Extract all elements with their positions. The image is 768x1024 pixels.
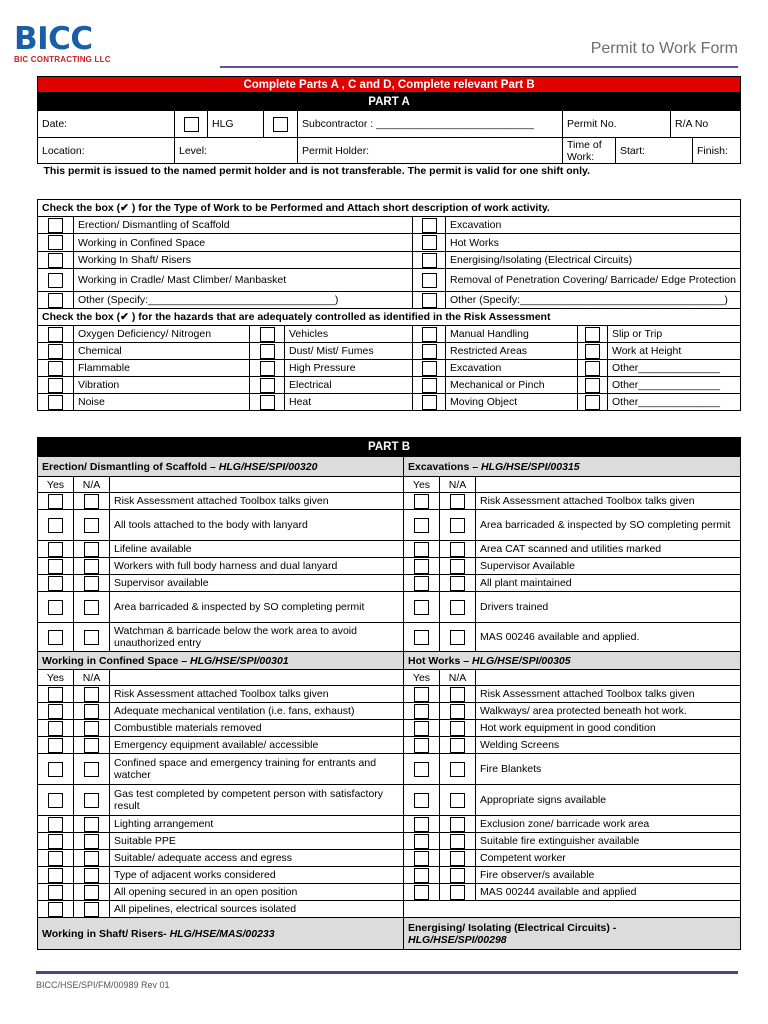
na-checkbox[interactable] <box>450 868 465 883</box>
work-type-label: Working in Confined Space <box>74 234 413 252</box>
na-checkbox[interactable] <box>450 494 465 509</box>
na-checkbox[interactable] <box>450 559 465 574</box>
hazard-label: Flammable <box>74 360 250 377</box>
shaft-title: Working in Shaft/ Risers- <box>42 927 170 940</box>
subcontractor-field[interactable]: Subcontractor : ___________________________ <box>298 111 563 138</box>
checklist-row <box>38 623 741 652</box>
hazard-checkbox[interactable] <box>260 361 275 376</box>
checklist-item: Suitable fire extinguisher available <box>476 833 741 850</box>
yes-checkbox[interactable] <box>48 851 63 866</box>
checklist-item: Watchman & barricade below the work area to avoid unauthorized entry <box>110 623 404 652</box>
yes-checkbox[interactable] <box>48 817 63 832</box>
work-type-checkbox[interactable] <box>422 273 437 288</box>
subcontractor-checkbox[interactable] <box>273 117 288 132</box>
hazard-checkbox[interactable] <box>48 344 63 359</box>
na-checkbox[interactable] <box>450 738 465 753</box>
checklist-row <box>38 867 741 884</box>
na-checkbox[interactable] <box>450 851 465 866</box>
yes-checkbox[interactable] <box>414 868 429 883</box>
hazard-label: Electrical <box>285 377 413 394</box>
hazard-label: Manual Handling <box>446 326 578 343</box>
work-type-block <box>37 199 740 411</box>
na-checkbox[interactable] <box>84 851 99 866</box>
hazard-label: Mechanical or Pinch <box>446 377 578 394</box>
na-checkbox[interactable] <box>84 494 99 509</box>
work-type-row <box>38 217 741 234</box>
checklist-item: Walkways/ area protected beneath hot work. <box>476 703 741 720</box>
yes-checkbox[interactable] <box>48 687 63 702</box>
level-field[interactable]: Level: <box>175 138 298 164</box>
work-type-row <box>38 292 741 309</box>
work-type-checkbox[interactable] <box>422 218 437 233</box>
energising-code: HLG/HSE/SPI/00298 <box>408 933 507 946</box>
work-type-label: Hot Works <box>446 234 741 252</box>
hazard-row <box>38 326 741 343</box>
yes-checkbox[interactable] <box>48 518 63 533</box>
empty-cell <box>404 901 741 918</box>
work-type-checkbox[interactable] <box>422 293 437 308</box>
checklist-item: Fire Blankets <box>476 754 741 785</box>
yes-checkbox[interactable] <box>48 630 63 645</box>
hazard-label: Oxygen Deficiency/ Nitrogen <box>74 326 250 343</box>
na-checkbox[interactable] <box>84 559 99 574</box>
checklist-item: Competent worker <box>476 850 741 867</box>
hazard-row <box>38 394 741 411</box>
checklist-item: All pipelines, electrical sources isolated <box>110 901 404 918</box>
na-checkbox[interactable] <box>84 817 99 832</box>
time-of-work-label: Time of Work: <box>563 138 616 164</box>
yes-header: Yes <box>404 670 440 686</box>
hazard-label: High Pressure <box>285 360 413 377</box>
checklist-row <box>38 816 741 833</box>
checklist-item: Suitable/ adequate access and egress <box>110 850 404 867</box>
company-logo <box>14 21 111 64</box>
checklist-row <box>38 785 741 816</box>
checklist-item: All plant maintained <box>476 575 741 592</box>
checklist-item: MAS 00246 available and applied. <box>476 623 741 652</box>
hazard-checkbox[interactable] <box>260 344 275 359</box>
na-checkbox[interactable] <box>450 518 465 533</box>
hazard-checkbox[interactable] <box>422 361 437 376</box>
work-type-label: Removal of Penetration Covering/ Barricade/ Edge Protection <box>446 269 741 292</box>
hazard-label: Excavation <box>446 360 578 377</box>
checklist-item: Welding Screens <box>476 737 741 754</box>
form-title: Permit to Work Form <box>590 40 738 57</box>
yes-checkbox[interactable] <box>48 494 63 509</box>
yes-checkbox[interactable] <box>48 762 63 777</box>
hazard-checkbox[interactable] <box>422 378 437 393</box>
hazard-label: Noise <box>74 394 250 411</box>
checklist-item: Supervisor Available <box>476 558 741 575</box>
hazard-checkbox[interactable] <box>260 395 275 410</box>
work-type-checkbox[interactable] <box>48 218 63 233</box>
hazard-checkbox[interactable] <box>422 327 437 342</box>
checklist-row <box>38 737 741 754</box>
hazard-label: Moving Object <box>446 394 578 411</box>
excavation-title: Excavations – <box>408 460 481 473</box>
na-checkbox[interactable] <box>84 518 99 533</box>
hazard-checkbox[interactable] <box>48 395 63 410</box>
work-type-label: Erection/ Dismantling of Scaffold <box>74 217 413 234</box>
work-type-label: Other (Specify:________________________________) <box>74 292 413 309</box>
na-header: N/A <box>440 477 476 493</box>
yes-checkbox[interactable] <box>414 518 429 533</box>
logo-subtitle: BIC CONTRACTING LLC <box>14 55 111 64</box>
na-checkbox[interactable] <box>84 576 99 591</box>
yes-checkbox[interactable] <box>48 704 63 719</box>
yes-checkbox[interactable] <box>414 494 429 509</box>
yes-checkbox[interactable] <box>414 793 429 808</box>
work-type-checkbox[interactable] <box>422 253 437 268</box>
checklist-item: All opening secured in an open position <box>110 884 404 901</box>
part-a-block <box>37 76 740 179</box>
checklist-row <box>38 754 741 785</box>
logo-text: BICC <box>14 21 93 57</box>
work-type-header: Check the box (✔ ) for the Type of Work to be Performed and Attach short description of work activity. <box>38 200 741 217</box>
yes-checkbox[interactable] <box>414 630 429 645</box>
yes-checkbox[interactable] <box>48 721 63 736</box>
hlg-label: HLG <box>208 111 264 138</box>
energising-title: Energising/ Isolating (Electrical Circuits) - <box>408 921 617 934</box>
hazard-checkbox[interactable] <box>48 378 63 393</box>
na-checkbox[interactable] <box>450 762 465 777</box>
na-checkbox[interactable] <box>84 630 99 645</box>
checklist-item: All tools attached to the body with lanyard <box>110 510 404 541</box>
yes-checkbox[interactable] <box>48 793 63 808</box>
hot-section-title <box>404 652 741 670</box>
hazard-label: Heat <box>285 394 413 411</box>
work-type-row <box>38 269 741 292</box>
yes-checkbox[interactable] <box>414 600 429 615</box>
checklist-row <box>38 850 741 867</box>
work-type-label: Working In Shaft/ Risers <box>74 252 413 269</box>
checklist-item: MAS 00244 available and applied <box>476 884 741 901</box>
na-checkbox[interactable] <box>450 885 465 900</box>
na-checkbox[interactable] <box>84 542 99 557</box>
checklist-row <box>38 510 741 541</box>
yes-checkbox[interactable] <box>48 902 63 917</box>
na-checkbox[interactable] <box>84 687 99 702</box>
checklist-item: Type of adjacent works considered <box>110 867 404 884</box>
yes-checkbox[interactable] <box>48 576 63 591</box>
yes-checkbox[interactable] <box>414 576 429 591</box>
checklist-item: Lifeline available <box>110 541 404 558</box>
yes-checkbox[interactable] <box>414 851 429 866</box>
na-checkbox[interactable] <box>84 704 99 719</box>
hazard-checkbox[interactable] <box>585 344 600 359</box>
start-field[interactable]: Start: <box>616 138 693 164</box>
checklist-row <box>38 541 741 558</box>
na-checkbox[interactable] <box>450 817 465 832</box>
excavation-code: HLG/HSE/SPI/00315 <box>480 460 580 473</box>
instructions-banner: Complete Parts A , C and D, Complete relevant Part B <box>38 77 741 93</box>
finish-field[interactable]: Finish: <box>693 138 741 164</box>
checklist-row <box>38 833 741 850</box>
yes-checkbox[interactable] <box>414 738 429 753</box>
excavation-section-title <box>404 457 741 477</box>
confined-title: Working in Confined Space – <box>42 654 190 667</box>
checklist-item: Risk Assessment attached Toolbox talks given <box>476 686 741 703</box>
checklist-row <box>38 703 741 720</box>
yes-checkbox[interactable] <box>414 542 429 557</box>
hazard-label: Dust/ Mist/ Fumes <box>285 343 413 360</box>
na-checkbox[interactable] <box>450 630 465 645</box>
checklist-item: Confined space and emergency training for entrants and watcher <box>110 754 404 785</box>
hazard-checkbox[interactable] <box>585 378 600 393</box>
checklist-row <box>38 575 741 592</box>
hot-code: HLG/HSE/SPI/00305 <box>471 654 571 667</box>
location-field[interactable]: Location: <box>38 138 175 164</box>
hot-title: Hot Works – <box>408 654 472 667</box>
hazard-checkbox[interactable] <box>585 361 600 376</box>
na-checkbox[interactable] <box>84 834 99 849</box>
checklist-item: Drivers trained <box>476 592 741 623</box>
hazard-label: Other______________ <box>608 394 741 411</box>
checklist-item: Combustible materials removed <box>110 720 404 737</box>
hlg-checkbox[interactable] <box>184 117 199 132</box>
checklist-item: Hot work equipment in good condition <box>476 720 741 737</box>
yes-checkbox[interactable] <box>414 834 429 849</box>
checklist-item: Risk Assessment attached Toolbox talks given <box>110 686 404 703</box>
work-type-checkbox[interactable] <box>48 235 63 250</box>
scaffold-title: Erection/ Dismantling of Scaffold – <box>42 460 219 473</box>
hazard-label: Restricted Areas <box>446 343 578 360</box>
work-type-label: Other (Specify:___________________________________) <box>446 292 741 309</box>
confined-section-title <box>38 652 404 670</box>
checklist-item: Suitable PPE <box>110 833 404 850</box>
permit-no-field[interactable]: Permit No. <box>563 111 671 138</box>
shaft-code: HLG/HSE/MAS/00233 <box>169 927 275 940</box>
na-checkbox[interactable] <box>84 885 99 900</box>
na-checkbox[interactable] <box>84 793 99 808</box>
yes-checkbox[interactable] <box>414 885 429 900</box>
work-type-label: Energising/Isolating (Electrical Circuits) <box>446 252 741 269</box>
checklist-item: Exclusion zone/ barricade work area <box>476 816 741 833</box>
hazard-row <box>38 343 741 360</box>
na-checkbox[interactable] <box>450 793 465 808</box>
work-type-checkbox[interactable] <box>48 293 63 308</box>
work-type-label: Excavation <box>446 217 741 234</box>
ra-no-field[interactable]: R/A No <box>671 111 741 138</box>
part-a-title: PART A <box>38 93 741 111</box>
yes-checkbox[interactable] <box>48 834 63 849</box>
work-type-checkbox[interactable] <box>422 235 437 250</box>
work-type-row <box>38 252 741 269</box>
work-type-label: Working in Cradle/ Mast Climber/ Manbasket <box>74 269 413 292</box>
hazard-label: Chemical <box>74 343 250 360</box>
checklist-item: Lighting arrangement <box>110 816 404 833</box>
hazard-label: Slip or Trip <box>608 326 741 343</box>
checklist-item: Gas test completed by competent person with satisfactory result <box>110 785 404 816</box>
yes-checkbox[interactable] <box>48 542 63 557</box>
checklist-row <box>38 884 741 901</box>
na-checkbox[interactable] <box>450 834 465 849</box>
confined-code: HLG/HSE/SPI/00301 <box>190 654 289 667</box>
checklist-item: Risk Assessment attached Toolbox talks given <box>110 493 404 510</box>
checklist-row <box>38 493 741 510</box>
yes-checkbox[interactable] <box>414 817 429 832</box>
footer-divider <box>36 971 738 974</box>
hazard-label: Work at Height <box>608 343 741 360</box>
permit-holder-field[interactable]: Permit Holder: <box>298 138 563 164</box>
header-divider <box>220 66 738 68</box>
na-checkbox[interactable] <box>450 600 465 615</box>
hazard-checkbox[interactable] <box>585 395 600 410</box>
yes-header: Yes <box>38 477 74 493</box>
checklist-item: Area barricaded & inspected by SO completing permit <box>476 510 741 541</box>
work-type-checkbox[interactable] <box>48 273 63 288</box>
work-type-checkbox[interactable] <box>48 253 63 268</box>
yes-checkbox[interactable] <box>414 721 429 736</box>
na-checkbox[interactable] <box>450 704 465 719</box>
hazards-header: Check the box (✔ ) for the hazards that are adequately controlled as identified in the Risk Assessment <box>38 309 741 326</box>
part-b-block <box>37 437 740 950</box>
permit-notice: This permit is issued to the named permit holder and is not transferable. The permit is valid for one shift only. <box>43 165 590 178</box>
na-checkbox[interactable] <box>84 738 99 753</box>
checklist-item: Adequate mechanical ventilation (i.e. fans, exhaust) <box>110 703 404 720</box>
yes-checkbox[interactable] <box>414 687 429 702</box>
hazard-checkbox[interactable] <box>260 378 275 393</box>
yes-checkbox[interactable] <box>48 868 63 883</box>
work-type-row <box>38 234 741 252</box>
scaffold-section-title <box>38 457 404 477</box>
yes-checkbox[interactable] <box>414 762 429 777</box>
checklist-item: Fire observer/s available <box>476 867 741 884</box>
hazard-checkbox[interactable] <box>422 395 437 410</box>
date-field[interactable]: Date: <box>38 111 175 138</box>
na-checkbox[interactable] <box>450 721 465 736</box>
yes-checkbox[interactable] <box>48 600 63 615</box>
checklist-item: Emergency equipment available/ accessible <box>110 737 404 754</box>
document-code: BICC/HSE/SPI/FM/00989 Rev 01 <box>36 980 170 990</box>
checklist-item: Area CAT scanned and utilities marked <box>476 541 741 558</box>
checklist-item: Workers with full body harness and dual lanyard <box>110 558 404 575</box>
hazard-checkbox[interactable] <box>422 344 437 359</box>
hazard-checkbox[interactable] <box>48 361 63 376</box>
checklist-row <box>38 901 741 918</box>
hazard-label: Other______________ <box>608 360 741 377</box>
part-b-title: PART B <box>38 438 741 457</box>
na-header: N/A <box>74 670 110 686</box>
hazard-checkbox[interactable] <box>48 327 63 342</box>
yes-checkbox[interactable] <box>414 704 429 719</box>
hazard-row <box>38 377 741 394</box>
na-checkbox[interactable] <box>84 868 99 883</box>
checklist-item: Risk Assessment attached Toolbox talks given <box>476 493 741 510</box>
yes-checkbox[interactable] <box>48 559 63 574</box>
hazard-label: Other______________ <box>608 377 741 394</box>
na-checkbox[interactable] <box>450 576 465 591</box>
energising-section-title <box>404 918 741 950</box>
shaft-section-title <box>38 918 404 950</box>
hazard-row <box>38 360 741 377</box>
yes-header: Yes <box>38 670 74 686</box>
na-checkbox[interactable] <box>450 542 465 557</box>
na-checkbox[interactable] <box>84 762 99 777</box>
hazard-label: Vibration <box>74 377 250 394</box>
checklist-row <box>38 686 741 703</box>
hazard-checkbox[interactable] <box>260 327 275 342</box>
na-checkbox[interactable] <box>84 721 99 736</box>
hazard-checkbox[interactable] <box>585 327 600 342</box>
yes-checkbox[interactable] <box>414 559 429 574</box>
na-header: N/A <box>74 477 110 493</box>
yes-checkbox[interactable] <box>48 738 63 753</box>
checklist-row <box>38 592 741 623</box>
hazard-label: Vehicles <box>285 326 413 343</box>
checklist-item: Supervisor available <box>110 575 404 592</box>
checklist-row <box>38 558 741 575</box>
checklist-item: Appropriate signs available <box>476 785 741 816</box>
yes-checkbox[interactable] <box>48 885 63 900</box>
na-checkbox[interactable] <box>450 687 465 702</box>
na-checkbox[interactable] <box>84 902 99 917</box>
na-checkbox[interactable] <box>84 600 99 615</box>
checklist-row <box>38 720 741 737</box>
scaffold-code: HLG/HSE/SPI/00320 <box>218 460 318 473</box>
checklist-item: Area barricaded & inspected by SO completing permit <box>110 592 404 623</box>
na-header: N/A <box>440 670 476 686</box>
yes-header: Yes <box>404 477 440 493</box>
